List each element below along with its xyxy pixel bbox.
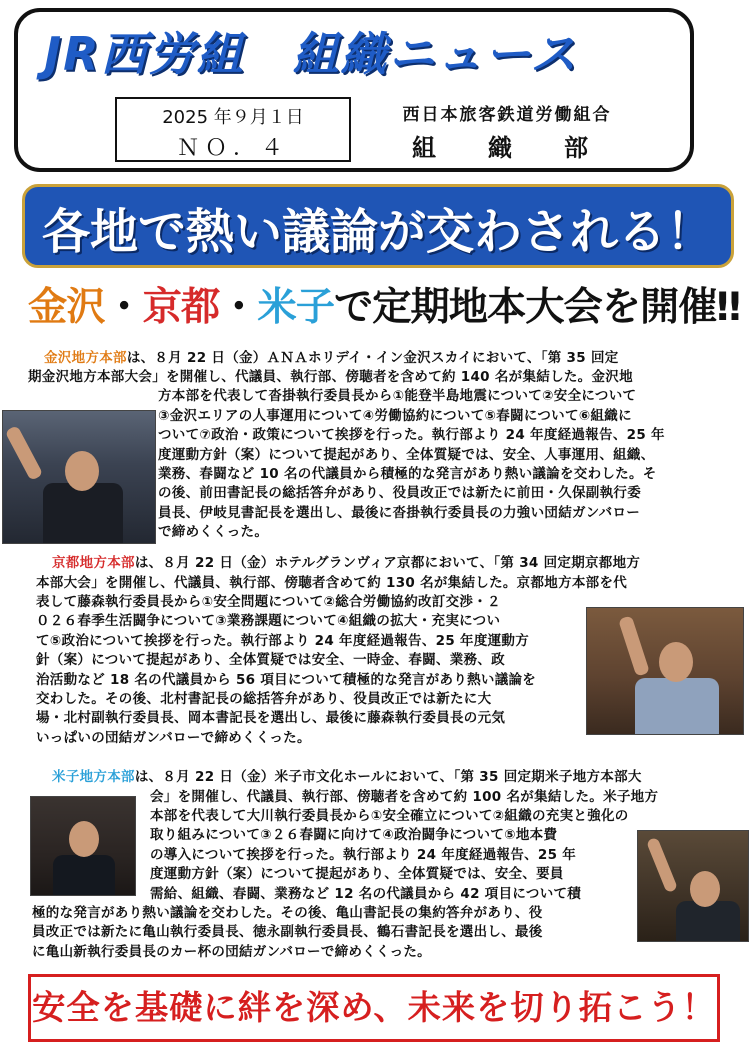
article-yonago-line: の導入について挨拶を行った。執行部より 24 年度経過報告、25 年 [150, 847, 577, 863]
subhead-kanazawa: 金沢 [28, 285, 105, 330]
article-kanazawa-line: の後、前田書記長の総括答弁があり、役員改正では新たに前田・久保副執行委 [158, 485, 641, 501]
issue-number: ＮＯ．４ [176, 136, 289, 161]
article-kanazawa-line: 方本部を代表して沓掛執行委員長から①能登半島地震について②安全について [158, 388, 637, 404]
article-kyoto-line: 京都地方本部は、８月 22 日（金）ホテルグランヴィア京都において、「第 34 回定期京都地方 [52, 555, 641, 571]
article-yonago-line: 本部を代表して大川執行委員長から①安全確立について②組織の充実と強化の [150, 808, 629, 824]
subhead-kyoto: 京都 [142, 285, 220, 330]
department-name: 組 織 部 [412, 134, 602, 162]
article-kyoto-lead: 京都地方本部 [52, 555, 135, 571]
article-kanazawa-line: 金沢地方本部は、８月 22 日（金）ＡＮＡホリデイ・イン金沢スカイにおいて、「第 35 回定 [44, 350, 619, 366]
organization-name: 西日本旅客鉄道労働組合 [402, 105, 612, 125]
subhead-yonago: 米子 [257, 285, 334, 330]
article-kanazawa-line: ③金沢エリアの人事運用について④労働協約について⑤春闘について⑥組織に [158, 408, 632, 424]
yonago-chairman-photo [637, 830, 749, 942]
subheadline [28, 276, 740, 332]
article-yonago-line: 米子地方本部は、８月 22 日（金）米子市文化ホールにおいて、「第 35 回定期米子地方本部大 [52, 769, 642, 785]
article-kanazawa-line: 業務、春闘など 10 名の代議員から積極的な発言があり熱い議論を交わした。そ [158, 466, 657, 482]
article-yonago-line: 需給、組織、春闘、業務など 12 名の代議員から 42 項目について積 [150, 886, 582, 902]
headline-banner [22, 184, 734, 268]
article-kanazawa-lead: 金沢地方本部 [44, 350, 127, 366]
article-yonago-line: 極的な発言があり熱い議論を交わした。その後、亀山書記長の集約答弁があり、役 [32, 905, 543, 921]
issue-info-box [115, 97, 351, 162]
article-kanazawa-line: 員長、伊岐見書記長を選出し、最後に沓掛執行委員長の力強い団結ガンバロー [158, 505, 641, 521]
issue-date: 2025 年９月１日 [162, 107, 304, 128]
yonago-speaker-photo [30, 796, 136, 896]
article-kanazawa-line: 度運動方針（案）について提起があり、全体質疑では、安全、人事運用、組織、 [158, 447, 655, 463]
article-yonago-line: 取り組みについて③２６春闘に向けて④政治闘争について⑤地本費 [150, 827, 558, 843]
kyoto-chairman-photo [586, 607, 744, 735]
article-yonago-line: 員改正では新たに亀山執行委員長、徳永副執行委員長、鶴石書記長を選出し、最後 [32, 924, 543, 940]
article-kyoto-line: いっぱいの団結ガンバローで締めくくった。 [36, 730, 311, 746]
article-kyoto-line: 本部大会」を開催し、代議員、執行部、傍聴者含めて約 130 名が集結した。京都地方本部を代 [36, 575, 628, 591]
footer-slogan-box [28, 974, 720, 1042]
article-kyoto-line: 治活動など 18 名の代議員から 56 項目について積極的な発言があり熱い議論を [36, 672, 537, 688]
article-kanazawa-line: 期金沢地方本部大会」を開催し、代議員、執行部、傍聴者を含めて約 140 名が集結した。金沢地 [28, 369, 633, 385]
kanazawa-chairman-photo [2, 410, 156, 544]
masthead-title: JR西労組 組織ニュース [44, 27, 579, 81]
article-kyoto-line: 表して藤森執行委員長から①安全問題について②総合労働協約改訂交渉・２ [36, 594, 501, 610]
article-kyoto-line: て⑤政治について挨拶を行った。執行部より 24 年度経過報告、25 年度運動方 [36, 633, 530, 649]
headline-text: 各地で熱い議論が交わされる！ [41, 204, 714, 260]
subhead-separator: ・ [219, 285, 258, 330]
article-yonago-line: 度運動方針（案）について提起があり、全体質疑では、安全、要員 [150, 866, 564, 882]
subhead-separator: ・ [104, 285, 143, 330]
article-yonago-line: に亀山新執行委員長のカー杯の団結ガンバローで締めくくった。 [32, 944, 431, 960]
footer-slogan: 安全を基礎に絆を深め、未来を切り拓こう！ [32, 988, 716, 1027]
article-kyoto-line: ０２６春季生活闘争について③業務課題について④組織の拡大・充実につい [36, 613, 501, 629]
article-yonago-lead: 米子地方本部 [52, 769, 135, 785]
article-kyoto-line: 針（案）について提起があり、全体質疑では安全、一時金、春闘、業務、政 [36, 652, 505, 668]
article-kanazawa-line: ついて⑦政治・政策について挨拶を行った。執行部より 24 年度経過報告、25 年 [158, 427, 665, 443]
article-yonago-line: 会」を開催し、代議員、執行部、傍聴者を含めて約 100 名が集結した。米子地方 [150, 789, 659, 805]
article-kyoto-line: 場・北村副執行委員長、岡本書記長を選出し、最後に藤森執行委員長の元気 [36, 710, 506, 726]
article-kanazawa-line: で締めくくった。 [158, 524, 269, 540]
article-kyoto-line: 交わした。その後、北村書記長の総括答弁があり、役員改正では新たに大 [36, 691, 492, 707]
subhead-rest: で定期地本大会を開催‼ [334, 285, 741, 330]
